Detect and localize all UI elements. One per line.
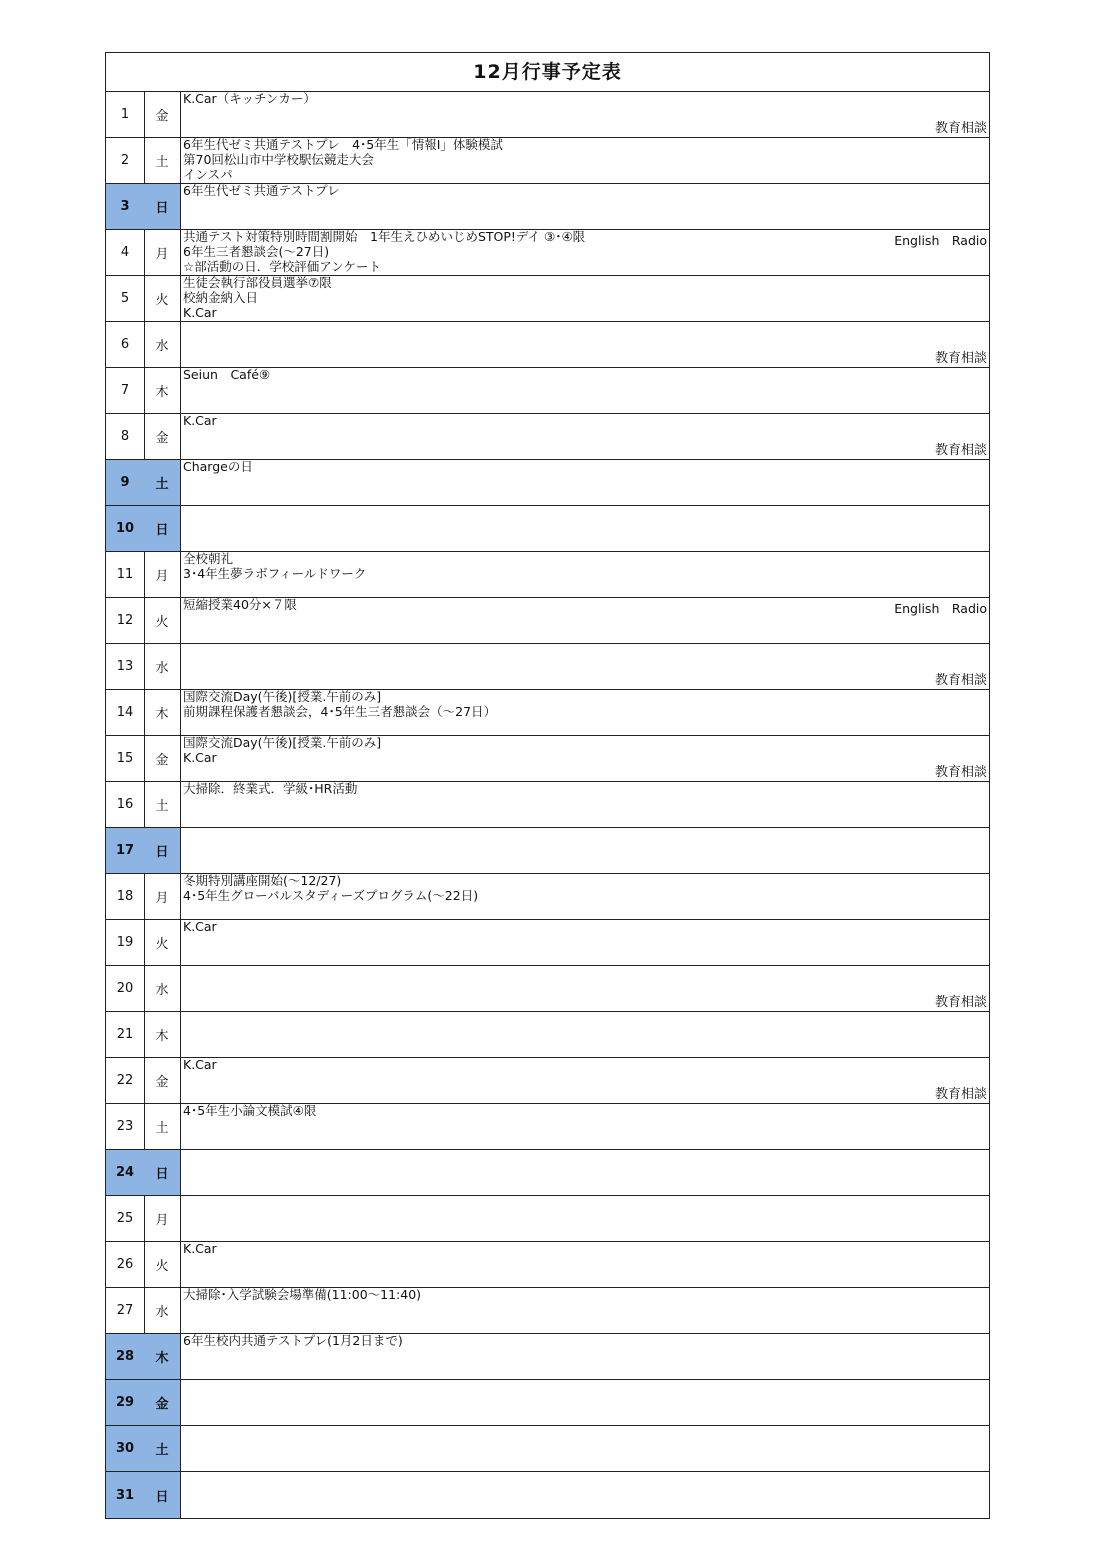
event-item: Chargeの日 [183, 459, 253, 474]
events-cell [180, 414, 989, 459]
event-list [183, 597, 297, 612]
table-row [106, 230, 989, 276]
day-number: 14 [106, 690, 145, 735]
day-of-week: 金 [144, 414, 181, 459]
day-of-week: 火 [144, 920, 181, 965]
event-item: K.Car [183, 305, 217, 320]
day-of-week: 木 [144, 1334, 181, 1379]
events-cell [180, 1150, 989, 1195]
event-list [183, 689, 496, 719]
events-cell [180, 1334, 989, 1379]
day-of-week: 日 [144, 184, 181, 229]
day-of-week: 月 [144, 230, 181, 275]
event-item: 3･4年生夢ラボフィールドワーク [183, 566, 367, 581]
day-number: 1 [106, 92, 145, 137]
event-item: ☆部活動の日．学校評価アンケート [183, 259, 381, 274]
note-top: English Radio [894, 601, 987, 616]
day-of-week: 日 [144, 1472, 181, 1518]
events-cell [180, 598, 989, 643]
event-item: 全校朝礼 [183, 551, 234, 566]
event-item: 校納金納入日 [183, 290, 259, 305]
event-list [183, 1103, 316, 1118]
event-item: K.Car [183, 919, 217, 934]
table-row [106, 1104, 989, 1150]
event-item: 大掃除･入学試験会場準備(11:00～11:40) [183, 1287, 422, 1302]
day-of-week: 火 [144, 1242, 181, 1287]
day-number: 26 [106, 1242, 145, 1287]
note-top: English Radio [894, 233, 987, 248]
event-item: 4･5年生グローバルスタディーズプログラム(～22日) [183, 888, 479, 903]
events-cell [180, 828, 989, 873]
day-number: 16 [106, 782, 145, 827]
day-number: 31 [106, 1472, 145, 1518]
event-item: 国際交流Day(午後)[授業.午前のみ] [183, 689, 382, 704]
table-row [106, 552, 989, 598]
day-number: 7 [106, 368, 145, 413]
table-row [106, 506, 989, 552]
events-cell [180, 1288, 989, 1333]
event-item: K.Car [183, 1241, 217, 1256]
table-row [106, 276, 989, 322]
day-number: 10 [106, 506, 145, 551]
day-number: 18 [106, 874, 145, 919]
events-cell [180, 322, 989, 367]
day-of-week: 水 [144, 1288, 181, 1333]
event-list [183, 1287, 421, 1302]
events-cell [180, 230, 989, 275]
day-of-week: 日 [144, 828, 181, 873]
event-list [183, 1333, 403, 1348]
day-number: 25 [106, 1196, 145, 1241]
event-list [183, 137, 503, 182]
event-list [183, 91, 316, 106]
event-list [183, 1241, 217, 1256]
event-list [183, 229, 585, 274]
event-item: 短縮授業40分×７限 [183, 597, 297, 612]
day-of-week: 金 [144, 1058, 181, 1103]
event-item: 生徒会執行部役員選挙⑦限 [183, 275, 332, 290]
event-list [183, 367, 270, 382]
table-row [106, 92, 989, 138]
event-item: 大掃除．終業式．学級･HR活動 [183, 781, 358, 796]
events-cell [180, 368, 989, 413]
table-row [106, 598, 989, 644]
note-bottom: 教育相談 [934, 351, 987, 366]
day-of-week: 木 [144, 1012, 181, 1057]
event-item: 6年生代ゼミ共通テストプレ 4･5年生「情報Ⅰ」体験模試 [183, 137, 503, 152]
table-row [106, 736, 989, 782]
events-cell [180, 1380, 989, 1425]
table-row [106, 414, 989, 460]
table-row [106, 644, 989, 690]
event-item: Seiun Café⑨ [183, 367, 271, 382]
day-number: 3 [106, 184, 145, 229]
day-number: 11 [106, 552, 145, 597]
schedule-rows [106, 92, 989, 1518]
day-of-week: 木 [144, 690, 181, 735]
day-number: 27 [106, 1288, 145, 1333]
table-row [106, 1012, 989, 1058]
event-item: 冬期特別講座開始(～12/27) [183, 873, 342, 888]
table-row [106, 1058, 989, 1104]
day-of-week: 土 [144, 1104, 181, 1149]
events-cell [180, 1058, 989, 1103]
event-list [183, 413, 217, 428]
events-cell [180, 782, 989, 827]
events-cell [180, 644, 989, 689]
day-of-week: 土 [144, 782, 181, 827]
day-of-week: 水 [144, 966, 181, 1011]
day-number: 21 [106, 1012, 145, 1057]
events-cell [180, 276, 989, 321]
events-cell [180, 92, 989, 137]
event-list [183, 183, 340, 198]
events-cell [180, 1196, 989, 1241]
note-bottom: 教育相談 [934, 673, 987, 688]
day-of-week: 火 [144, 276, 181, 321]
events-cell [180, 920, 989, 965]
table-row [106, 920, 989, 966]
event-list [183, 873, 478, 903]
schedule-table [105, 52, 990, 1519]
event-item: 共通テスト対策特別時間割開始 1年生えひめいじめSTOP!デイ ③･④限 [183, 229, 586, 244]
event-list [183, 275, 332, 320]
table-row [106, 1426, 989, 1472]
day-number: 30 [106, 1426, 145, 1471]
table-row [106, 368, 989, 414]
events-cell [180, 552, 989, 597]
table-row [106, 966, 989, 1012]
day-of-week: 土 [144, 1426, 181, 1471]
day-of-week: 木 [144, 368, 181, 413]
note-bottom: 教育相談 [934, 121, 987, 136]
note-bottom: 教育相談 [934, 995, 987, 1010]
event-item: インスパ [183, 167, 233, 182]
events-cell [180, 184, 989, 229]
table-row [106, 828, 989, 874]
day-of-week: 月 [144, 874, 181, 919]
day-number: 19 [106, 920, 145, 965]
day-number: 12 [106, 598, 145, 643]
event-item: K.Car [183, 413, 217, 428]
table-row [106, 1150, 989, 1196]
table-row [106, 184, 989, 230]
event-list [183, 919, 217, 934]
day-number: 23 [106, 1104, 145, 1149]
event-list [183, 551, 366, 581]
table-row [106, 1334, 989, 1380]
day-number: 9 [106, 460, 145, 505]
events-cell [180, 1472, 989, 1518]
table-row [106, 1472, 989, 1518]
event-item: 第70回松山市中学校駅伝競走大会 [183, 152, 374, 167]
table-row [106, 138, 989, 184]
day-of-week: 金 [144, 92, 181, 137]
event-item: 国際交流Day(午後)[授業.午前のみ] [183, 735, 382, 750]
table-row [106, 1288, 989, 1334]
event-item: K.Car [183, 1057, 217, 1072]
day-number: 8 [106, 414, 145, 459]
note-bottom: 教育相談 [934, 1087, 987, 1102]
event-list [183, 459, 253, 474]
day-of-week: 金 [144, 1380, 181, 1425]
day-number: 29 [106, 1380, 145, 1425]
day-number: 24 [106, 1150, 145, 1195]
day-of-week: 火 [144, 598, 181, 643]
events-cell [180, 1104, 989, 1149]
event-list [183, 781, 357, 796]
events-cell [180, 506, 989, 551]
day-of-week: 金 [144, 736, 181, 781]
page-title: 12月行事予定表 [106, 53, 989, 92]
day-number: 13 [106, 644, 145, 689]
day-of-week: 月 [144, 552, 181, 597]
events-cell [180, 690, 989, 735]
event-item: 前期課程保護者懇談会，4･5年生三者懇談会（～27日） [183, 704, 497, 719]
day-number: 20 [106, 966, 145, 1011]
events-cell [180, 874, 989, 919]
day-of-week: 土 [144, 138, 181, 183]
note-bottom: 教育相談 [934, 443, 987, 458]
event-item: 6年生三者懇談会(～27日) [183, 244, 330, 259]
events-cell [180, 138, 989, 183]
event-list [183, 1057, 217, 1072]
table-row [106, 782, 989, 828]
table-row [106, 1380, 989, 1426]
day-number: 5 [106, 276, 145, 321]
day-number: 15 [106, 736, 145, 781]
table-row [106, 1196, 989, 1242]
day-of-week: 日 [144, 1150, 181, 1195]
day-number: 6 [106, 322, 145, 367]
event-item: 6年生校内共通テストプレ(1月2日まで) [183, 1333, 403, 1348]
events-cell [180, 1012, 989, 1057]
day-of-week: 土 [144, 460, 181, 505]
day-number: 4 [106, 230, 145, 275]
event-list [183, 735, 381, 765]
day-of-week: 水 [144, 322, 181, 367]
table-row [106, 874, 989, 920]
day-number: 17 [106, 828, 145, 873]
events-cell [180, 966, 989, 1011]
day-of-week: 水 [144, 644, 181, 689]
day-number: 28 [106, 1334, 145, 1379]
note-bottom: 教育相談 [934, 765, 987, 780]
events-cell [180, 460, 989, 505]
table-row [106, 322, 989, 368]
table-row [106, 690, 989, 736]
event-item: K.Car（キッチンカー） [183, 91, 316, 106]
table-row [106, 460, 989, 506]
events-cell [180, 1242, 989, 1287]
day-of-week: 日 [144, 506, 181, 551]
events-cell [180, 1426, 989, 1471]
events-cell [180, 736, 989, 781]
event-item: K.Car [183, 750, 217, 765]
day-of-week: 月 [144, 1196, 181, 1241]
event-item: 6年生代ゼミ共通テストプレ [183, 183, 340, 198]
day-number: 2 [106, 138, 145, 183]
event-item: 4･5年生小論文模試④限 [183, 1103, 317, 1118]
table-row [106, 1242, 989, 1288]
day-number: 22 [106, 1058, 145, 1103]
